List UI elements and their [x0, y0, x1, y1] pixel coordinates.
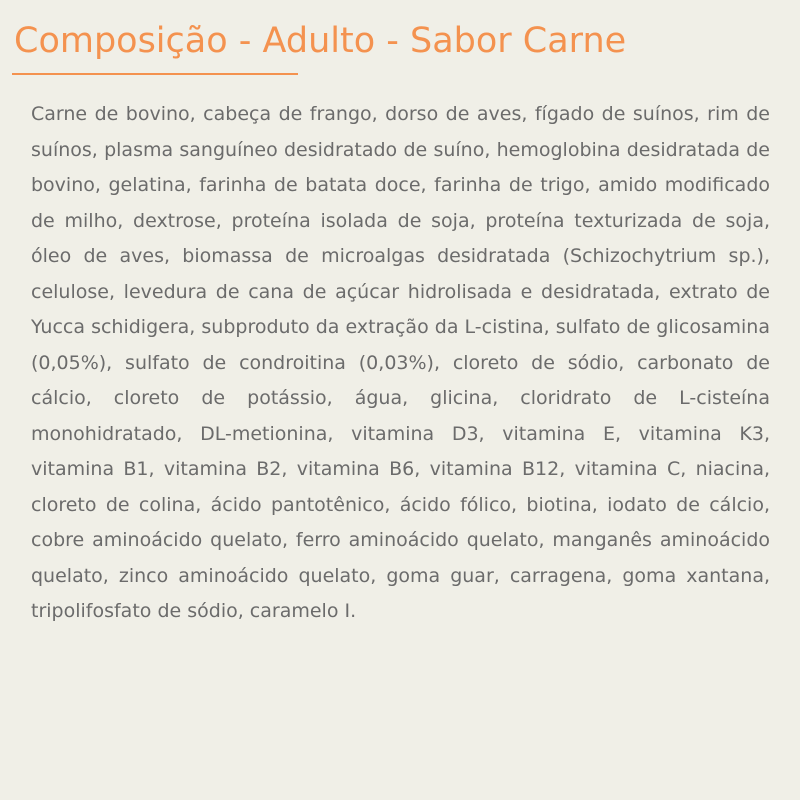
page-title: Composição - Adulto - Sabor Carne [14, 21, 627, 61]
title-underline-divider [12, 73, 298, 75]
ingredients-paragraph: Carne de bovino, cabeça de frango, dorso de aves, fígado de suínos, rim de suínos, plasma sanguíneo desidratado de suíno, hemoglobina desidratada de bovino, gelatina, farinha de batata doce, farinha de trigo, amido modificado de milho, dextrose, proteína isolada de soja, proteína texturizada de soja, óleo de aves, biomassa de microalgas desidratada (Schizochytrium sp.), celulose, levedura de cana de açúcar hidrolisada e desidratada, extrato de Yucca schidigera, subproduto da extração da L-cistina, sulfato de glicosamina (0,05%), sulfato de condroitina (0,03%), cloreto de sódio, carbonato de cálcio, cloreto de potássio, água, glicina, cloridrato de L-cisteína monohidratado, DL-metionina, vitamina D3, vitamina E, vitamina K3, vitamina B1, vitamina B2, vitamina B6, vitamina B12, vitamina C, niacina, cloreto de colina, ácido pantotênico, ácido fólico, biotina, iodato de cálcio, cobre aminoácido quelato, ferro aminoácido quelato, manganês aminoácido quelato, zinco aminoácido quelato, goma guar, carragena, goma xantana, tripolifosfato de sódio, caramelo I. [31, 103, 770, 622]
